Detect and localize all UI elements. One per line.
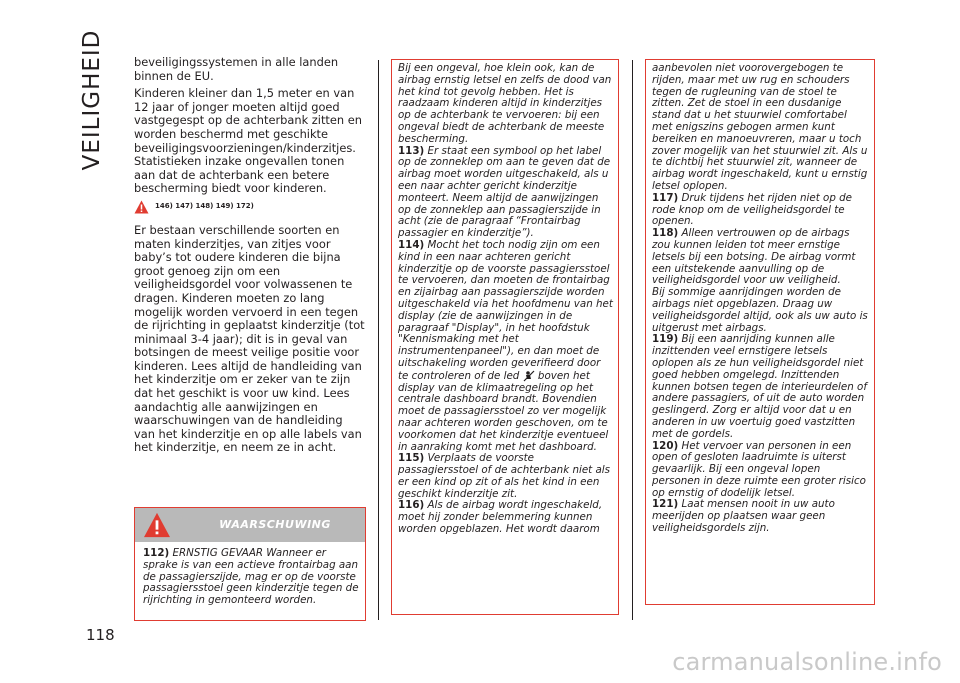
warning-continuation: aanbevolen niet voorovergebogen te rijden, maar met uw rug en schouders tegen de rugleuning van de stoel te zitten. Zet de stoel in een dusdanige stand dat u het stuurwiel comfortabel met enigszins gebogen armen kunt bereiken en manoeuvreren, maar u toch zover mogelijk van het stuurwiel zit. Als u te dichtbij het stuurwiel zit, wanneer de airbag wordt ingeschakeld, kunt u ernstig letsel oplopen. <box>652 62 868 192</box>
warning-triangle-icon <box>143 512 171 538</box>
warning-heading: WAARSCHUWING <box>219 518 331 531</box>
warning-continuation: Bij een ongeval, hoe klein ook, kan de airbag ernstig letsel en zelfs de dood van het kind tot gevolg hebben. Het is raadzaam kinderen altijd in kinderzitjes op de achterbank te vervoeren: bij een ongeval biedt de achterbank de meeste bescherming. <box>398 62 612 145</box>
warning-box <box>134 507 366 621</box>
warning-box-continued <box>391 59 619 615</box>
warning-item-118-b: Bij sommige aanrijdingen worden de airbags niet opgeblazen. Draag uw veiligheidsgordel altijd, ook als uw auto is uitgerust met airbags. <box>652 286 868 334</box>
warning-item-119: 119) Bij een aanrijding kunnen alle inzittenden veel ernstigere letsels oplopen als ze hun veiligheidsgordel niet goed hebben omgelegd. Inzittenden kunnen botsen tegen de interieurdelen of andere passagiers, of uit de auto worden geslingerd. Zorg er altijd voor dat u en anderen in uw voertuig goed vastzitten met de gordels. <box>652 333 867 440</box>
warning-item-113: 113) Er staat een symbool op het label op de zonneklep om aan te geven dat de airbag moet worden uitgeschakeld, als u een naar achter gericht kinderzitje monteert. Neem altijd de aanwijzingen op de zonneklep aan passagierszijde in acht (zie de paragraaf “Frontairbag passagier en kinderzitje”). <box>398 144 611 240</box>
warning-item-114: 114) Mocht het toch nodig zijn om een kind in een naar achteren gericht kinderzitje op de voorste passagiersstoel te vervoeren, dan moeten de frontairbag en zijairbag aan passagierszijde worden uitgeschakeld via het hoofdmenu van het display (zie de aanwijzingen in de paragraaf "Display", in het hoofdstuk "Kennismaking met het instrumentenpaneel"), en dan moet de uitschakeling worden geverifieerd door te controleren of de led boven het display van de klimaatregeling op het centrale dashboard brandt. Bovendien moet de passagiersstoel zo ver mogelijk naar achteren worden geschoven, om te voorkomen dat het kinderzitje eventueel in aanraking komt met het dashboard. <box>398 238 613 453</box>
warning-item-117: 117) Druk tijdens het rijden niet op de rode knop om de veiligheidsgordel te openen. <box>652 191 853 228</box>
warning-box-continued-2 <box>645 59 875 605</box>
column-divider <box>378 60 379 620</box>
warning-item-120: 120) Het vervoer van personen in een open of gesloten laadruimte is uiterst gevaarlijk. Bij een ongeval lopen personen in deze ruimte een groter risico op ernstig of dodelijk letsel. <box>652 439 866 499</box>
column-1 <box>134 56 366 459</box>
paragraph-1: beveiligingssystemen in alle landen binnen de EU. <box>134 55 339 83</box>
warning-triangle-icon <box>134 200 149 214</box>
page-number: 118 <box>86 626 115 644</box>
column-divider <box>632 60 633 620</box>
warning-item-118: 118) Alleen vertrouwen op de airbags zou kunnen leiden tot meer ernstige letsels bij een botsing. De airbag vormt een uitstekende aanvulling op de veiligheidsgordel voor uw veiligheid. <box>652 227 856 287</box>
paragraph-2: Kinderen kleiner dan 1,5 meter en van 12 jaar of jonger moeten altijd goed vastgegespt op de achterbank zitten en worden beschermd met geschikte beveiligingsvoorzieningen/kinderzitjes. Statistieken inzake ongevallen tonen aan dat de achterbank een betere bescherming biedt voor kinderen. <box>134 86 362 196</box>
warning-text: ERNSTIG GEVAAR Wanneer er sprake is van een actieve frontairbag aan de passagierszijde, mag er op de voorste passagiersstoel geen kinderzitje tegen de rijrichting in gemonteerd worden. <box>143 547 359 607</box>
warning-number: 112) <box>143 547 170 559</box>
warning-item-121: 121) Laat mensen nooit in uw auto meerijden op plaatsen waar geen veiligheidsgordels zijn. <box>652 498 835 535</box>
warning-header <box>135 508 365 542</box>
paragraph-3: Er bestaan verschillende soorten en maten kinderzitjes, van zitjes voor baby’s tot oudere kinderen die bijna groot genoeg zijn om een veiligheidsgordel voor volwassenen te dragen. Kinderen moeten zo lang mogelijk worden vervoerd in een tegen de rijrichting in geplaatst kinderzitje (tot minimaal 3-4 jaar); dit is in geval van botsingen de meest veilige positie voor kinderen. Lees altijd de handleiding van het kinderzitje om er zeker van te zijn dat het geschikt is voor uw kind. Lees aandachtig alle aanwijzingen en waarschuwingen van de handleiding van het kinderzitje en op alle labels van het kinderzitje, en neem ze in acht. <box>134 222 365 455</box>
warning-item-116: 116) Als de airbag wordt ingeschakeld, moet hij zonder belemmering kunnen worden opgeblazen. Het wordt daarom <box>398 499 603 536</box>
warning-references <box>134 200 366 214</box>
warning-item-112 <box>135 542 365 607</box>
watermark: carmanualsonline.info <box>672 648 942 676</box>
airbag-off-led-icon <box>523 370 535 382</box>
section-title: VEILIGHEID <box>79 29 105 171</box>
warning-item-115: 115) Verplaats de voorste passagiersstoel of de achterbank niet als er een kind op zit of als het kind in een geschikt kinderzitje zit. <box>398 452 611 500</box>
reference-numbers: 146) 147) 148) 149) 172) <box>155 202 254 211</box>
